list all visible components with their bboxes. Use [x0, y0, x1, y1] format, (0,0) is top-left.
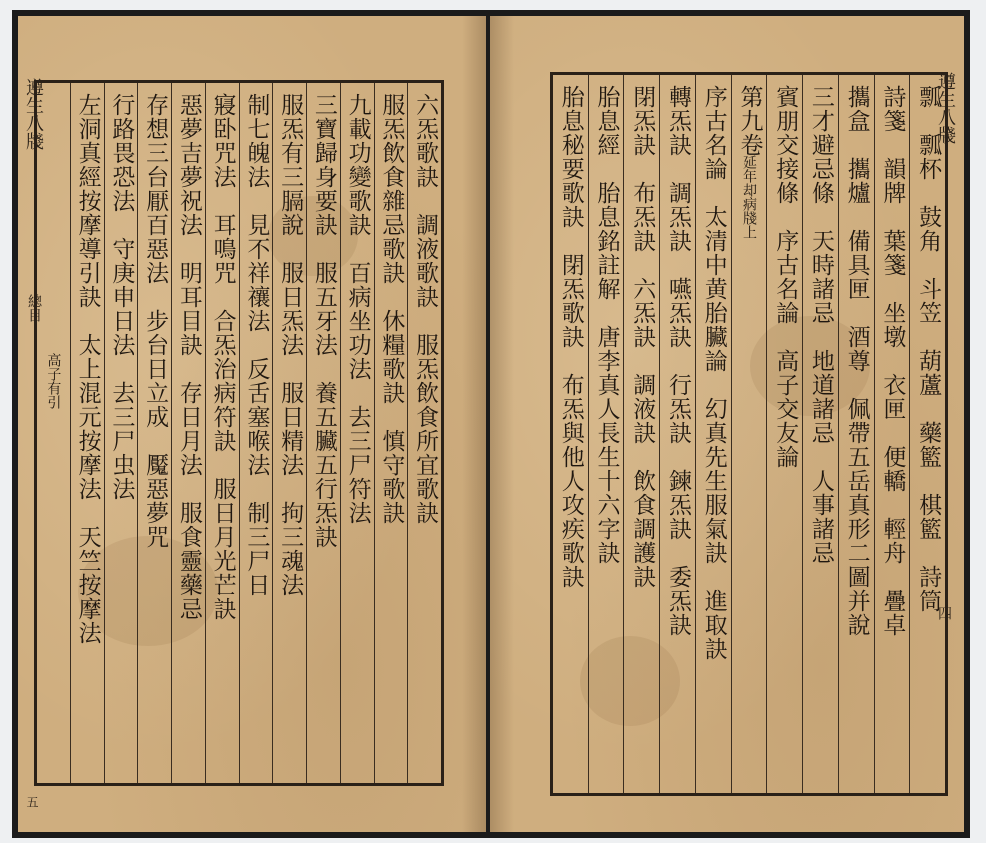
column-text: 六炁歌訣 調液歌訣 服炁飲食所宜歌訣 — [412, 93, 439, 525]
column-text: 序古名論 太清中黄胎臟論 幻真先生服氣訣 進取訣 — [700, 85, 727, 661]
column-text: 寢卧咒法 耳鳴咒 合炁治病符訣 服日月光芒訣 — [209, 93, 236, 621]
text-column — [340, 83, 374, 783]
column-text: 存想三台厭百惡法 步台日立成 魘惡夢咒 — [142, 93, 169, 549]
column-text: 胎息經 胎息銘註解 唐李真人長生十六字訣 — [593, 85, 620, 565]
text-column — [407, 83, 441, 783]
fold-title: 遵生八牋 — [23, 78, 44, 150]
text-column — [659, 75, 695, 793]
column-text: 九載功變歌訣 百病坐功法 去三尸符法 — [344, 93, 371, 525]
column-text: 攜盒 攜爐 備具匣 酒尊 佩帶五岳真形二圖并說 — [843, 85, 870, 637]
column-text: 賓朋交接條 序古名論 高子交友論 — [772, 85, 799, 469]
text-column — [623, 75, 659, 793]
chapter-subtitle: 延年却病牋上 — [740, 155, 757, 239]
annotation-column — [37, 83, 70, 783]
text-frame — [550, 72, 948, 796]
text-column — [104, 83, 138, 783]
chapter-heading-column — [731, 75, 767, 793]
fold-section-label: 總目 — [26, 294, 42, 322]
text-frame — [34, 80, 444, 786]
text-column — [766, 75, 802, 793]
text-column — [802, 75, 838, 793]
column-text: 閉炁訣 布炁訣 六炁訣 調液訣 飲食調護訣 — [629, 85, 656, 589]
spine-shadow — [462, 16, 486, 832]
column-text: 三才避忌條 天時諸忌 地道諸忌 人事諸忌 — [807, 85, 834, 565]
column-text: 詩箋 韻牌 葉箋 坐墩 衣匣 便轎 輕舟 疊卓 — [879, 85, 906, 637]
column-text: 胎息秘要歌訣 閉炁歌訣 布炁與他人攻疾歌訣 — [557, 85, 584, 589]
column-text: 三寶歸身要訣 服五牙法 養五臟五行炁訣 — [310, 93, 337, 549]
text-column — [588, 75, 624, 793]
left-page — [18, 16, 486, 832]
fold-page-number: 四 — [936, 606, 952, 620]
text-column — [874, 75, 910, 793]
text-column — [838, 75, 874, 793]
fold-title: 遵生八牋 — [935, 72, 956, 144]
text-column — [171, 83, 205, 783]
text-column — [272, 83, 306, 783]
column-text: 左洞真經按摩導引訣 太上混元按摩法 天竺按摩法 — [74, 93, 101, 645]
text-column — [70, 83, 104, 783]
fold-page-number: 五 — [25, 796, 39, 808]
text-column — [306, 83, 340, 783]
text-column — [239, 83, 273, 783]
chapter-heading: 第九卷 — [736, 85, 763, 157]
column-text: 瓢 瓢杯 鼓角 斗笠 葫蘆 藥籃 棋籃 詩筒 — [915, 85, 942, 613]
column-text: 制七魄法 見不祥禳法 反舌塞喉法 制三尸日 — [243, 93, 270, 597]
column-text: 服炁飲食雜忌歌訣 休糧歌訣 慎守歌訣 — [378, 93, 405, 525]
column-text: 行路畏恐法 守庚申日法 去三尸虫法 — [108, 93, 135, 501]
text-column — [553, 75, 588, 793]
column-text: 惡夢吉夢祝法 明耳目訣 存日月法 服食靈藥忌 — [175, 93, 202, 621]
column-text: 服炁有三膈說 服日炁法 服日精法 拘三魂法 — [277, 93, 304, 597]
interlinear-note: 高子有引 — [45, 353, 62, 409]
text-column — [137, 83, 171, 783]
text-column — [695, 75, 731, 793]
right-page — [490, 16, 964, 832]
text-column — [205, 83, 239, 783]
text-column — [374, 83, 408, 783]
text-column — [909, 75, 945, 793]
column-text: 轉炁訣 調炁訣 嚥炁訣 行炁訣 鍊炁訣 委炁訣 — [664, 85, 691, 637]
spine-shadow — [490, 16, 514, 832]
book-scan — [12, 10, 970, 838]
